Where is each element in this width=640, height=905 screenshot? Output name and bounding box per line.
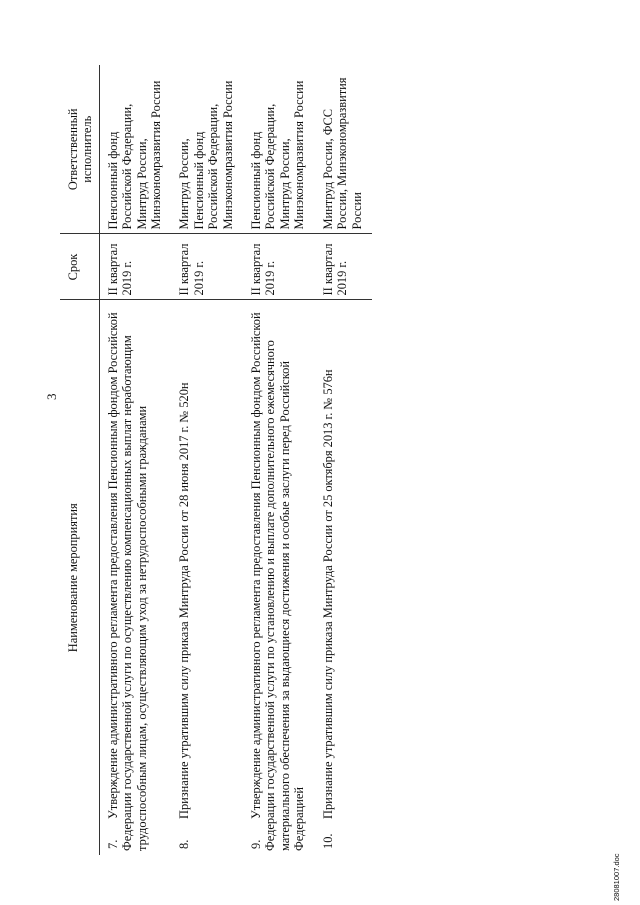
page-number: 3 (44, 393, 59, 400)
row-name: Признание утратившим силу приказа Минтруда России от 25 октября 2013 г. № 576н (320, 369, 335, 819)
header-term: Срок (60, 234, 99, 300)
row-responsible: Пенсионный фонд Российской Федерации, Минтруд России, Минэкономразвития России (243, 65, 315, 234)
row-responsible: Пенсионный фонд Российской Федерации, Минтруд России, Минэкономразвития России (99, 65, 171, 234)
table-header-row (60, 65, 99, 855)
row-number: 7. (105, 839, 120, 849)
measures-table (60, 65, 372, 855)
row-term: II квартал 2019 г. (315, 234, 372, 300)
row-name-cell (243, 300, 315, 855)
table-row (171, 65, 243, 855)
row-name-cell (171, 300, 243, 855)
header-responsible (60, 65, 99, 234)
row-term: II квартал 2019 г. (171, 234, 243, 300)
header-name: Наименование мероприятия (60, 300, 99, 855)
row-name: Утверждение административного регламента предоставления Пенсионным фондом Российской Федерации государственной услуги по осуществлению компенсационных выплат неработающим трудоспособным лицам, осуществляющим уход за нетрудоспособными гражданами (105, 312, 149, 851)
row-number: 9. (249, 839, 264, 849)
row-name-cell (99, 300, 171, 855)
table-row (315, 65, 372, 855)
row-responsible: Минтруд России, Пенсионный фонд Российской Федерации, Минэкономразвития России (171, 65, 243, 234)
row-number: 8. (177, 839, 192, 849)
row-responsible: Минтруд России, ФСС России, Минэкономразвития России (315, 65, 372, 234)
row-name: Утверждение административного регламента предоставления Пенсионным фондом Российской Федерации государственной услуги по установлению и выплате дополнительного ежемесячного материального обеспечения за выдающиеся достижения и особые заслуги перед Российской Федерацией (249, 312, 307, 851)
header-responsible-line2: исполнитель (80, 115, 95, 183)
row-term: II квартал 2019 г. (243, 234, 315, 300)
document-code: 28081007.doc (612, 853, 621, 901)
row-term: II квартал 2019 г. (99, 234, 171, 300)
row-number: 10. (320, 833, 335, 849)
table-row (243, 65, 315, 855)
row-name-cell (315, 300, 372, 855)
row-name: Признание утратившим силу приказа Минтруда России от 28 июня 2017 г. № 520н (177, 382, 192, 819)
table-row (99, 65, 171, 855)
header-responsible-line1: Ответственный (66, 108, 80, 191)
